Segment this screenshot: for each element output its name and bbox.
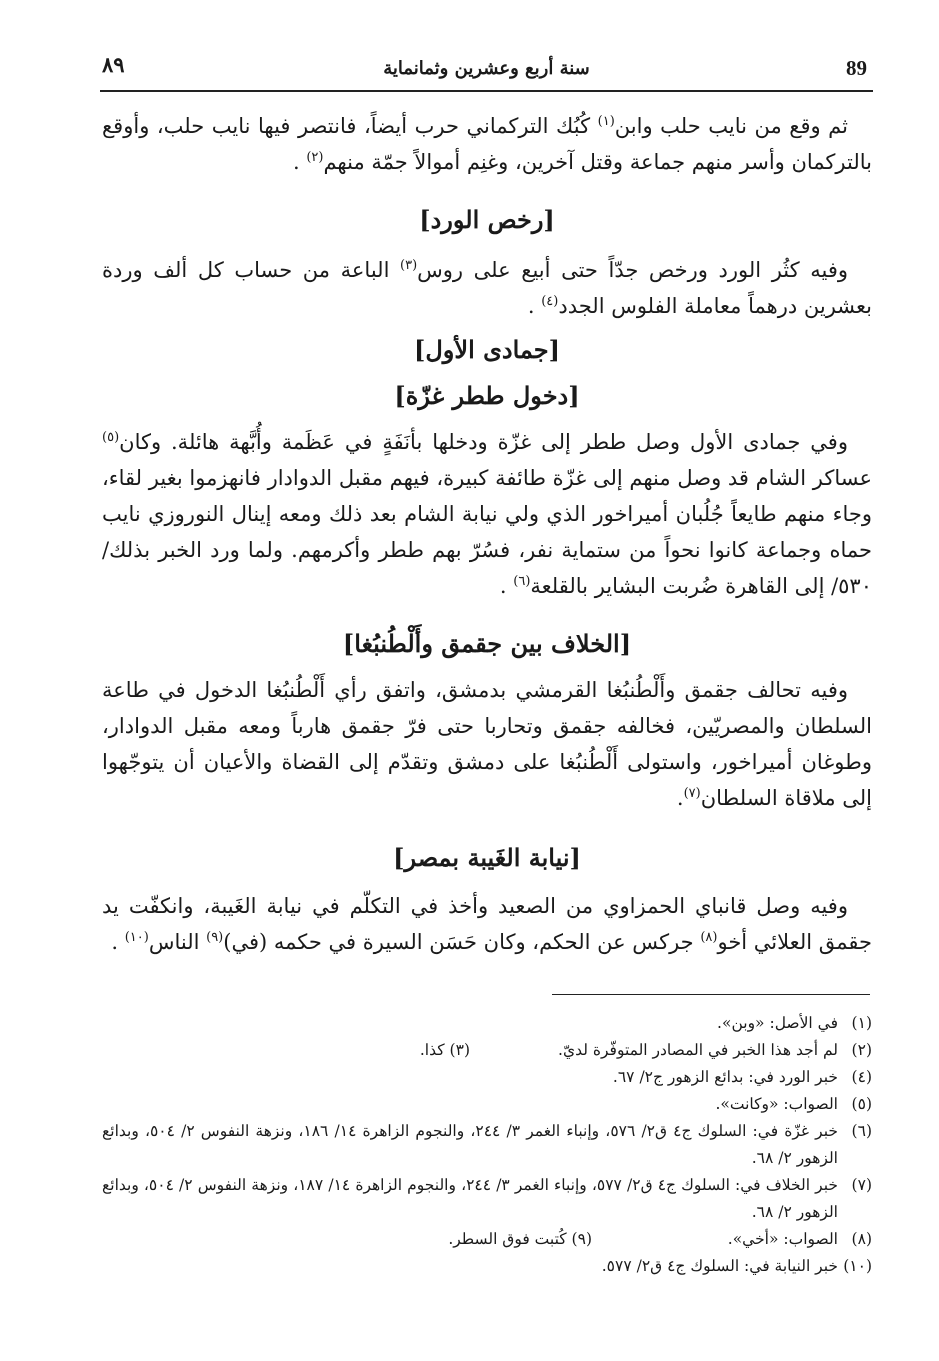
page-number-arabic: ٨٩ — [102, 52, 125, 77]
running-header — [100, 50, 873, 92]
footnote-10: (١٠) خبر النيابة في: السلوك ج٤ ق٢/ ٥٧٧. — [601, 1257, 872, 1275]
footnote-ref: (٥) — [102, 430, 120, 445]
page-number-latin: 89 — [846, 56, 867, 80]
footnote-ref: (٧) — [683, 786, 701, 801]
footnote-ref: (١٠) — [124, 930, 149, 945]
running-title: سنة أربع وعشرين وثمانماية — [383, 58, 590, 79]
footnote-1: (١) في الأصل: «وبن». — [717, 1014, 872, 1032]
footnote-ref: (٤) — [541, 294, 559, 309]
paragraph-5: وفيه وصل قانباي الحمزاوي من الصعيد وأخذ في التكلّم في نيابة الغَيبة، وانكفّت يد جقمق العلائي أخو$^{(٨)}$ جركس عن الحكم، وكان حَسَن السيرة في حكمه (في)$^{(٩)}$ الناس$^{(١٠)}$ . — [102, 894, 872, 954]
footnote-ref: (١) — [597, 114, 615, 129]
footnote-ref: (٩) — [206, 930, 224, 945]
footnote-8: (٨) الصواب: «أخي». (٩) كُتبت فوق السطر. — [102, 1226, 872, 1253]
footnote-ref: (٦) — [513, 574, 531, 589]
paragraph-2: وفيه كثُر الورد ورخص جدّاً حتى أبيع على روس$^{(٣)}$ الباعة من حساب كل ألف وردة بعشرين درهماً معاملة الفلوس الجدد$^{(٤)}$ . — [102, 258, 872, 318]
footnote-5: (٥) الصواب: «وكانت». — [715, 1095, 872, 1113]
heading-tatar-gaza: [دخول ططر غزّة] — [394, 381, 580, 410]
heading-roses: [رخص الورد] — [419, 205, 555, 234]
footnote-divider — [552, 994, 870, 995]
footnote-7: (٧) خبر الخلاف في: السلوك ج٤ ق٢/ ٥٧٧، وإنباء الغمر ٣/ ٢٤٤، والنجوم الزاهرة ١٤/ ١٨٧، ونزهة النفوس ٢/ ٥٠٤، وبدائع الزهور ٢/ ٦٨. — [102, 1176, 872, 1221]
footnote-6: (٦) خبر غزّة في: السلوك ج٤ ق٢/ ٥٧٦، وإنباء الغمر ٣/ ٢٤٤، والنجوم الزاهرة ١٤/ ١٨٦، ونزهة النفوس ٢/ ٥٠٤، وبدائع الزهور ٢/ ٦٨. — [102, 1122, 872, 1167]
footnotes — [102, 1010, 872, 1280]
footnote-ref: (٣) — [400, 258, 418, 273]
footnote-3: (٣) كذا. — [419, 1041, 470, 1059]
footnote-ref: (٨) — [700, 930, 718, 945]
heading-dispute: [الخلاف بين جقمق وأَلْطُنبُغا] — [342, 629, 632, 658]
paragraph-3: وفي جمادى الأول وصل ططر إلى غزّة ودخلها بأنَفَةٍ في عَظَمة وأُبَّهة هائلة. وكان$^{(٥)}$ عساكر الشام قد وصل منهم إلى غزّة طائفة كبيرة، فيهم مقبل الدوادار فانهزموا بغير لقاء، وجاء منهم طايعاً جُلُبان أميراخور الذي ولي نيابة الشام بعد ذلك ومعه إينال النوروزي نايب حماه وجماعة كانوا نحواً من ستماية نفر، فسُرّ بهم ططر وأكرمهم. ولما ورد الخبر بذلك/ ٥٣٠/ إلى القاهرة ضُربت البشاير بالقلعة$^{(٦)}$ . — [102, 430, 872, 598]
paragraph-4: وفيه تحالف جقمق وأَلْطُنبُغا القرمشي بدمشق، واتفق رأي أَلْطُنبُغا الدخول في طاعة السلطان والمصريّين، فخالفه جقمق وتحاربا حتى فرّ جقمق هارباً ومعه مقبل الدوادار، وطوغان أميراخور، واستولى أَلْطُنبُغا على دمشق وتقدّم إلى القضاة والأعيان أن يتوجّهوا إلى ملاقاة السلطان$^{(٧)}$. — [102, 678, 872, 810]
paragraph-1: ثم وقع من نايب حلب وابن$^{(١)}$ كُبُك التركماني حرب أيضاً، فانتصر فيها نايب حلب، وأوقع بالتركمان وأسر منهم جماعة وقتل آخرين، وغنِم أموالاً جمّة منهم$^{(٢)}$ . — [102, 114, 872, 174]
footnote-4: (٤) خبر الورد في: بدائع الزهور ج٢/ ٦٧. — [612, 1068, 872, 1086]
footnote-9: (٩) كُتبت فوق السطر. — [448, 1230, 592, 1248]
heading-deputyship: [نيابة الغَيبة بمصر] — [393, 843, 581, 872]
footnote-ref: (٢) — [306, 150, 324, 165]
footnote-2: (٢) لم أجد هذا الخبر في المصادر المتوفّرة لديّ. (٣) كذا. — [102, 1037, 872, 1064]
heading-jumada: [جمادى الأول] — [414, 335, 560, 364]
